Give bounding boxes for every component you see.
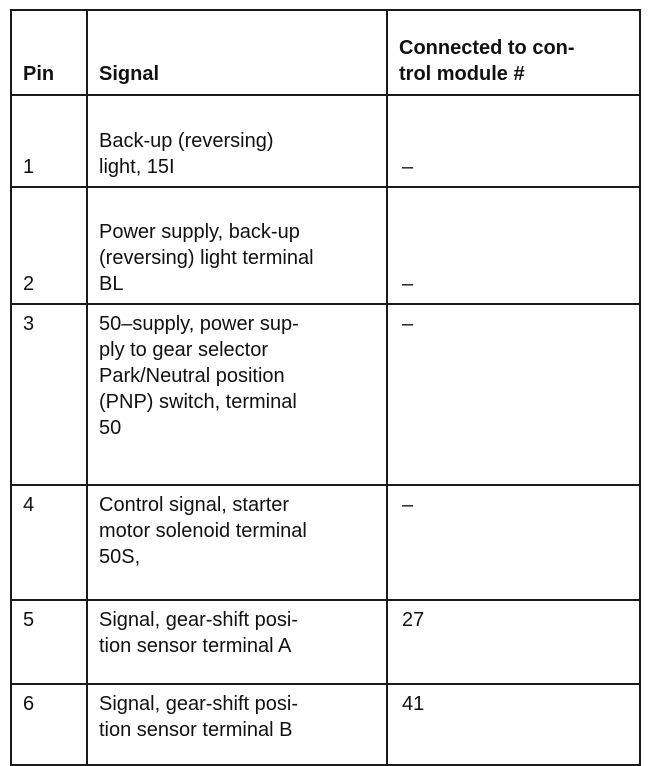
pin-number: 1 [11, 95, 87, 187]
module-number: – [387, 187, 640, 304]
module-number: – [387, 485, 640, 600]
module-number: 41 [387, 684, 640, 765]
pin-number: 2 [11, 187, 87, 304]
module-number: 27 [387, 600, 640, 684]
header-pin: Pin [11, 10, 87, 95]
signal-description: Signal, gear-shift posi- tion sensor terminal A [87, 600, 387, 684]
signal-description: 50–supply, power sup- ply to gear selector Park/Neutral position (PNP) switch, terminal 50 [87, 304, 387, 485]
module-number: – [387, 304, 640, 485]
pin-number: 5 [11, 600, 87, 684]
signal-description: Power supply, back-up (reversing) light terminal BL [87, 187, 387, 304]
table-row [11, 600, 640, 684]
table-row [11, 304, 640, 485]
pin-number: 6 [11, 684, 87, 765]
table-header-row [11, 10, 640, 95]
table-row [11, 187, 640, 304]
signal-description: Back-up (reversing) light, 15I [87, 95, 387, 187]
signal-description: Control signal, starter motor solenoid terminal 50S, [87, 485, 387, 600]
pin-number: 3 [11, 304, 87, 485]
table-row [11, 485, 640, 600]
module-number: – [387, 95, 640, 187]
pin-number: 4 [11, 485, 87, 600]
table-row [11, 684, 640, 765]
header-connected-module: Connected to con- trol module # [387, 10, 640, 95]
header-signal: Signal [87, 10, 387, 95]
signal-description: Signal, gear-shift posi- tion sensor terminal B [87, 684, 387, 765]
table-row [11, 95, 640, 187]
pin-signal-table [10, 9, 641, 766]
